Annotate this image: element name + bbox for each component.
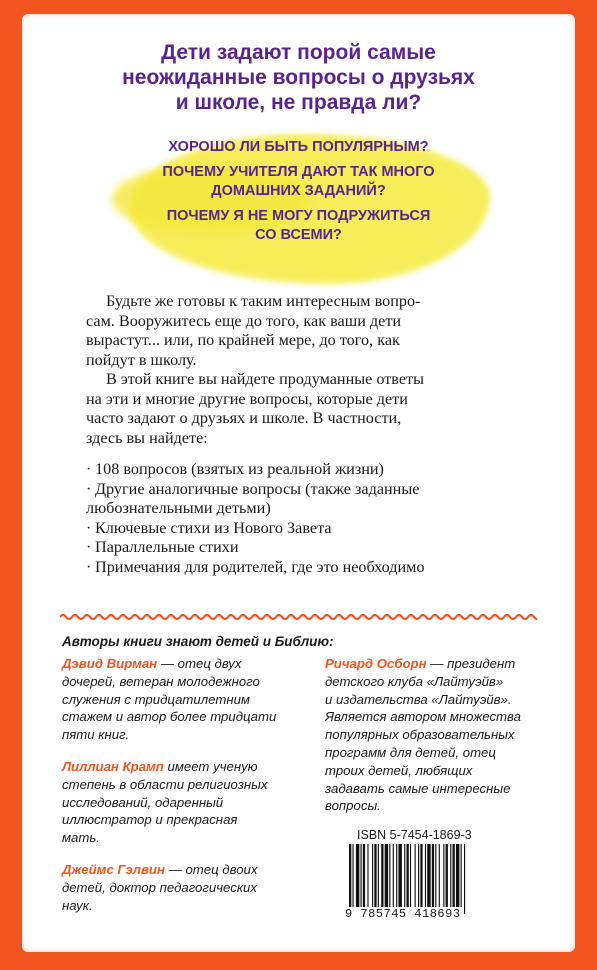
feature-list [86, 460, 502, 577]
barcode-bar [396, 844, 397, 914]
list-item [86, 480, 502, 500]
question-item [22, 163, 575, 201]
bullet-icon: · [86, 518, 92, 537]
barcode-bar [456, 844, 459, 914]
list-item [86, 558, 502, 578]
barcode-bar [361, 844, 362, 914]
bio-text: дочерей, ветеран молодежного [62, 673, 260, 689]
author-name: Ричард Осборн [325, 656, 427, 671]
bio-text: мать. [62, 830, 100, 846]
bio-text: — президент [426, 656, 516, 671]
question-line: СО ВСЕМИ? [255, 227, 342, 243]
headline-line: Дети задают порой самые [161, 41, 436, 64]
question-line: ПОЧЕМУ Я НЕ МОГУ ПОДРУЖИТЬСЯ [166, 208, 431, 224]
barcode-bar [464, 844, 465, 914]
barcode-bar [385, 844, 388, 914]
bio-text: детей, доктор педагогических [62, 879, 257, 895]
bio-text: имеет ученую [163, 758, 258, 774]
barcode-bar [420, 844, 422, 914]
back-cover-page [22, 14, 575, 952]
isbn-label: ISBN 5-7454-1869-3 [357, 828, 472, 842]
bio-text: вопросы. [325, 798, 381, 814]
question-item [22, 207, 575, 245]
barcode-bar [425, 844, 426, 914]
text-line: Будьте же готовы к таким интересным вопро- [106, 292, 421, 310]
barcode-bar [432, 844, 434, 914]
list-item [86, 519, 502, 539]
bullet-icon: · [86, 460, 92, 478]
barcode-bar [461, 844, 462, 914]
bio-text: и издательства «Лайтуэйв». [325, 691, 512, 707]
barcode-bar [378, 844, 379, 914]
barcode-bar [398, 844, 401, 914]
list-item-text: любознательными детьми) [86, 499, 271, 517]
text-line: вырастут... или, по крайней мере, до того, как [86, 331, 400, 349]
list-item [86, 538, 502, 558]
author-bio [62, 758, 317, 847]
barcode-bar [443, 844, 444, 914]
barcode-bar [435, 844, 436, 914]
text-line: здесь вы найдете: [86, 428, 208, 447]
barcode-bar [372, 844, 373, 914]
bio-text: иллюстратор и прекрасная [62, 812, 238, 828]
author-name: Джеймс Гэлвин [62, 861, 165, 877]
author-bio [62, 861, 317, 914]
intro-paragraph-1 [86, 292, 502, 370]
text-line: пойдут в школу. [86, 350, 197, 369]
barcode-bar [356, 844, 359, 914]
barcode-bar [439, 844, 440, 914]
barcode-bar [418, 844, 419, 914]
headline [22, 40, 575, 115]
list-item-text: Параллельные стихи [95, 538, 239, 556]
bio-text: стажем и автор более тридцати [62, 709, 277, 725]
list-item-text: Ключевые стихи из Нового Завета [95, 518, 332, 537]
bio-text: Является автором множества [325, 709, 521, 725]
bio-text: популярных образовательных [325, 727, 515, 743]
text-line: сам. Вооружитесь еще до того, как ваши дети [86, 311, 402, 330]
barcode-digits: 9 785745 418693 [345, 907, 461, 921]
barcode-bar [389, 844, 390, 914]
list-item [86, 460, 502, 480]
question-line: ДОМАШНИХ ЗАДАНИЙ? [211, 183, 386, 199]
intro-text [86, 292, 502, 577]
list-item-text: Примечания для родителей, где это необходимо [95, 557, 425, 576]
barcode-bar [393, 844, 394, 914]
bio-text: троих детей, любящих [325, 762, 473, 778]
authors-right-column [325, 655, 565, 829]
bio-text: степень в области религиозных [62, 776, 268, 792]
author-bio [325, 655, 565, 815]
author-bio [62, 655, 317, 744]
bio-text: исследований, одаренный [62, 794, 224, 810]
barcode-bar [381, 844, 383, 914]
author-name: Дэвид Вирман [62, 656, 158, 671]
bullet-icon: · [86, 479, 92, 498]
barcode-bar [374, 844, 376, 914]
bullet-icon: · [86, 557, 92, 576]
barcode-bar [450, 844, 451, 914]
intro-paragraph-2 [86, 370, 502, 448]
barcode-bar [410, 844, 411, 914]
bio-text: служения с тридцатилетним [62, 691, 250, 707]
barcode-bar [363, 844, 365, 914]
bio-text: — отец двух [157, 656, 242, 671]
bio-text: детского клуба «Лайтуэйв» [325, 673, 504, 689]
barcode-bar [453, 844, 455, 914]
headline-line: неожиданные вопросы о друзьях [122, 66, 475, 89]
barcode-bar [367, 844, 368, 914]
text-line: часто задают о друзьях и школе. В частности, [86, 409, 402, 427]
bio-text: — отец двоих [164, 861, 258, 877]
author-name: Лиллиан Крамп [62, 758, 164, 774]
authors-heading: Авторы книги знают детей и Библию: [62, 634, 334, 649]
text-line: на эти и многие другие вопросы, которые дети [86, 389, 408, 408]
question-line: ХОРОШО ЛИ БЫТЬ ПОПУЛЯРНЫМ? [168, 139, 429, 155]
bullet-icon: · [86, 538, 92, 556]
wavy-divider [60, 612, 537, 622]
barcode-bar [415, 844, 416, 914]
bio-text: пяти книг. [62, 727, 130, 743]
authors-left-column [62, 655, 317, 928]
question-line: ПОЧЕМУ УЧИТЕЛЯ ДАЮТ ТАК МНОГО [162, 164, 435, 180]
bio-text: задавать самые интересные [325, 780, 511, 796]
barcode-bar [407, 844, 409, 914]
headline-line: и школе, не правда ли? [175, 91, 422, 114]
list-item-text: Другие аналогичные вопросы (также заданные [95, 479, 420, 498]
list-item-text: 108 вопросов (взятых из реальной жизни) [95, 460, 384, 478]
question-item [22, 138, 575, 157]
bio-text: наук. [62, 897, 93, 913]
barcode-bar [404, 844, 405, 914]
sample-questions [22, 138, 575, 251]
barcode-bar [349, 844, 351, 914]
barcode-bar [427, 844, 430, 914]
barcode-bar [446, 844, 448, 914]
text-line: В этой книге вы найдете продуманные ответы [106, 370, 424, 388]
barcode-bar [352, 844, 353, 914]
bio-text: программ для детей, отец [325, 744, 496, 760]
